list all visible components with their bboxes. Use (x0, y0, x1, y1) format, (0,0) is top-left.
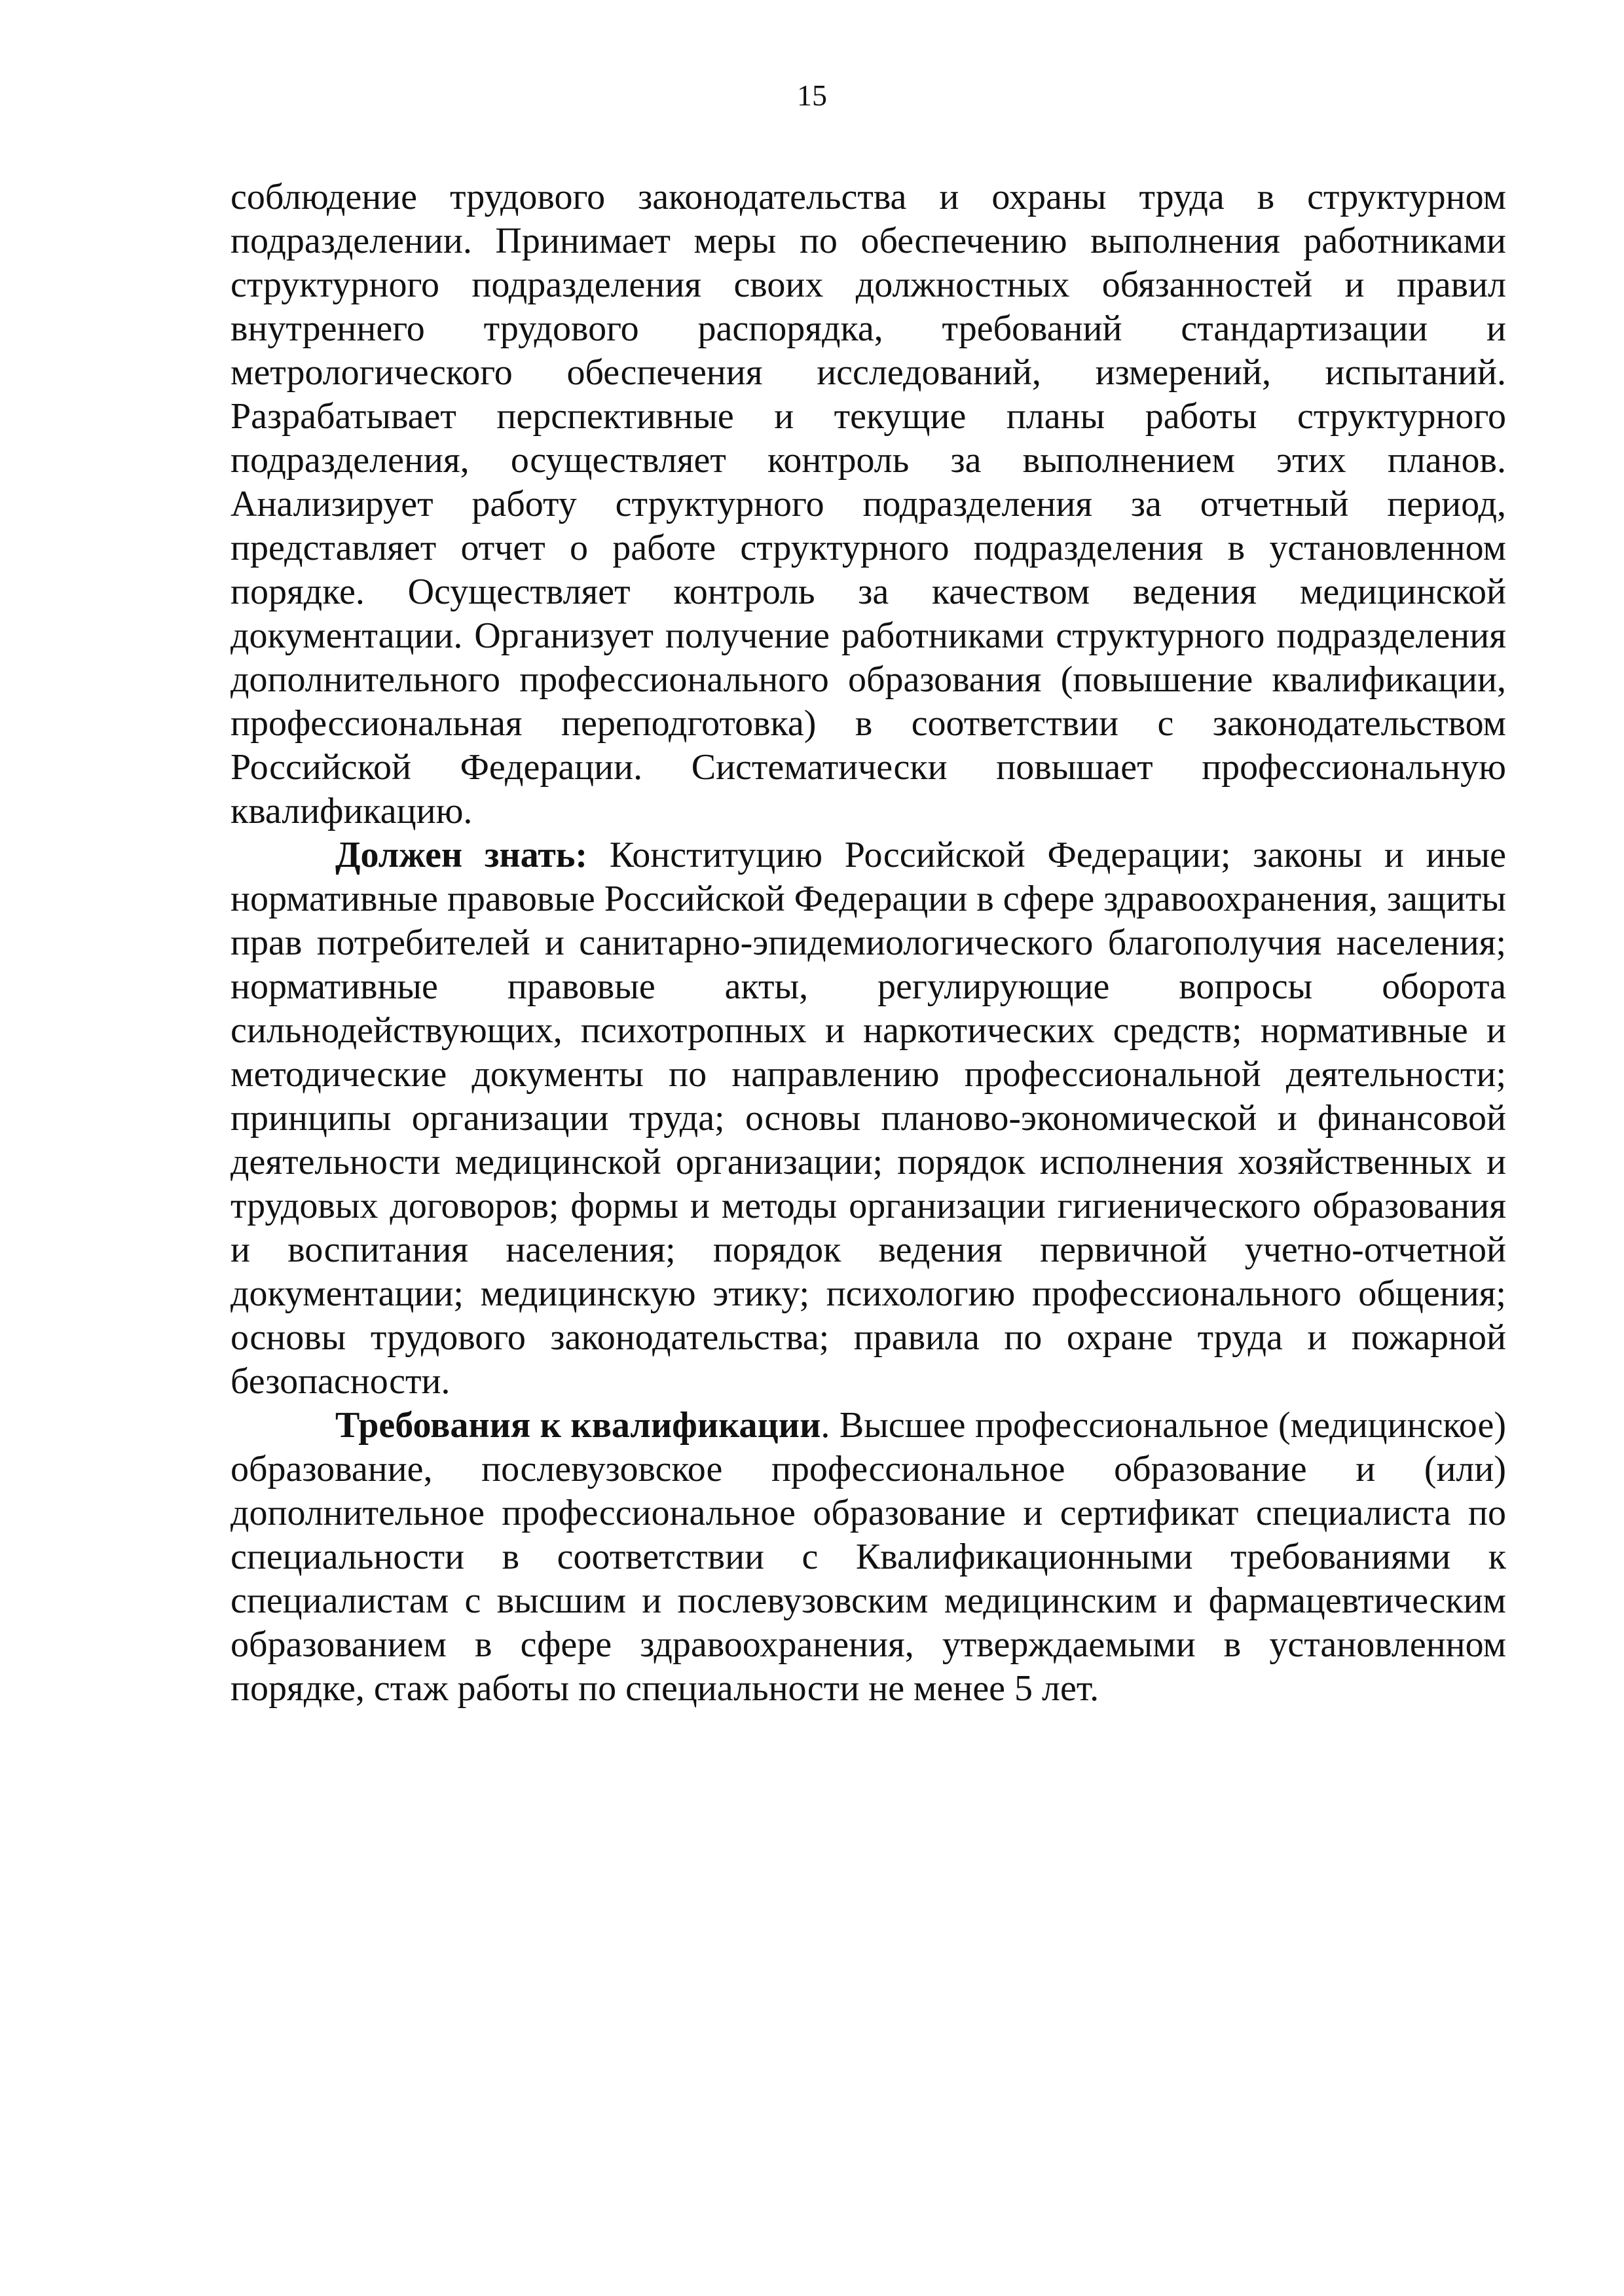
paragraph-lead-must-know: Должен знать: (335, 835, 588, 875)
page-number: 15 (797, 79, 827, 112)
paragraph-qualification-requirements (231, 1404, 1506, 1711)
document-body (231, 175, 1506, 1711)
paragraph-text: Конституцию Российской Федерации; законы и иные нормативные правовые Российской Федерации в сфере здравоохранения, защиты прав потребителей и санитарно-эпидемиологического благополучия населения; нормативные правовые акты, регулирующие вопросы оборота сильнодействующих, психотропных и наркотических средств; нормативные и методические документы по направлению профессиональной деятельности; принципы организации труда; основы планово-экономической и финансовой деятельности медицинской организации; порядок исполнения хозяйственных и трудовых договоров; формы и методы организации гигиенического образования и воспитания населения; порядок ведения первичной учетно-отчетной документации; медицинскую этику; психологию профессионального общения; основы трудового законодательства; правила по охране труда и пожарной безопасности. (231, 835, 1506, 1402)
paragraph-text: соблюдение трудового законодательства и охраны труда в структурном подразделении. Принимает меры по обеспечению выполнения работниками структурного подразделения своих должностных обязанностей и правил внутреннего трудового распорядка, требований стандартизации и метрологического обеспечения исследований, измерений, испытаний. Разрабатывает перспективные и текущие планы работы структурного подразделения, осуществляет контроль за выполнением этих планов. Анализирует работу структурного подразделения за отчетный период, представляет отчет о работе структурного подразделения в установленном порядке. Осуществляет контроль за качеством ведения медицинской документации. Организует получение работниками структурного подразделения дополнительного профессионального образования (повышение квалификации, профессиональная переподготовка) в соответствии с законодательством Российской Федерации. Систематически повышает профессиональную квалификацию. (231, 177, 1506, 831)
paragraph-lead-qualification: Требования к квалификации (335, 1405, 821, 1446)
paragraph-must-know (231, 833, 1506, 1404)
paragraph-duties-continued (231, 175, 1506, 833)
paragraph-text: . Высшее профессиональное (медицинское) образование, послевузовское профессиональное образование и (или) дополнительное профессиональное образование и сертификат специалиста по специальности в соответствии с Квалификационными требованиями к специалистам с высшим и послевузовским медицинским и фармацевтическим образованием в сфере здравоохранения, утверждаемыми в установленном порядке, стаж работы по специальности не менее 5 лет. (231, 1405, 1506, 1709)
